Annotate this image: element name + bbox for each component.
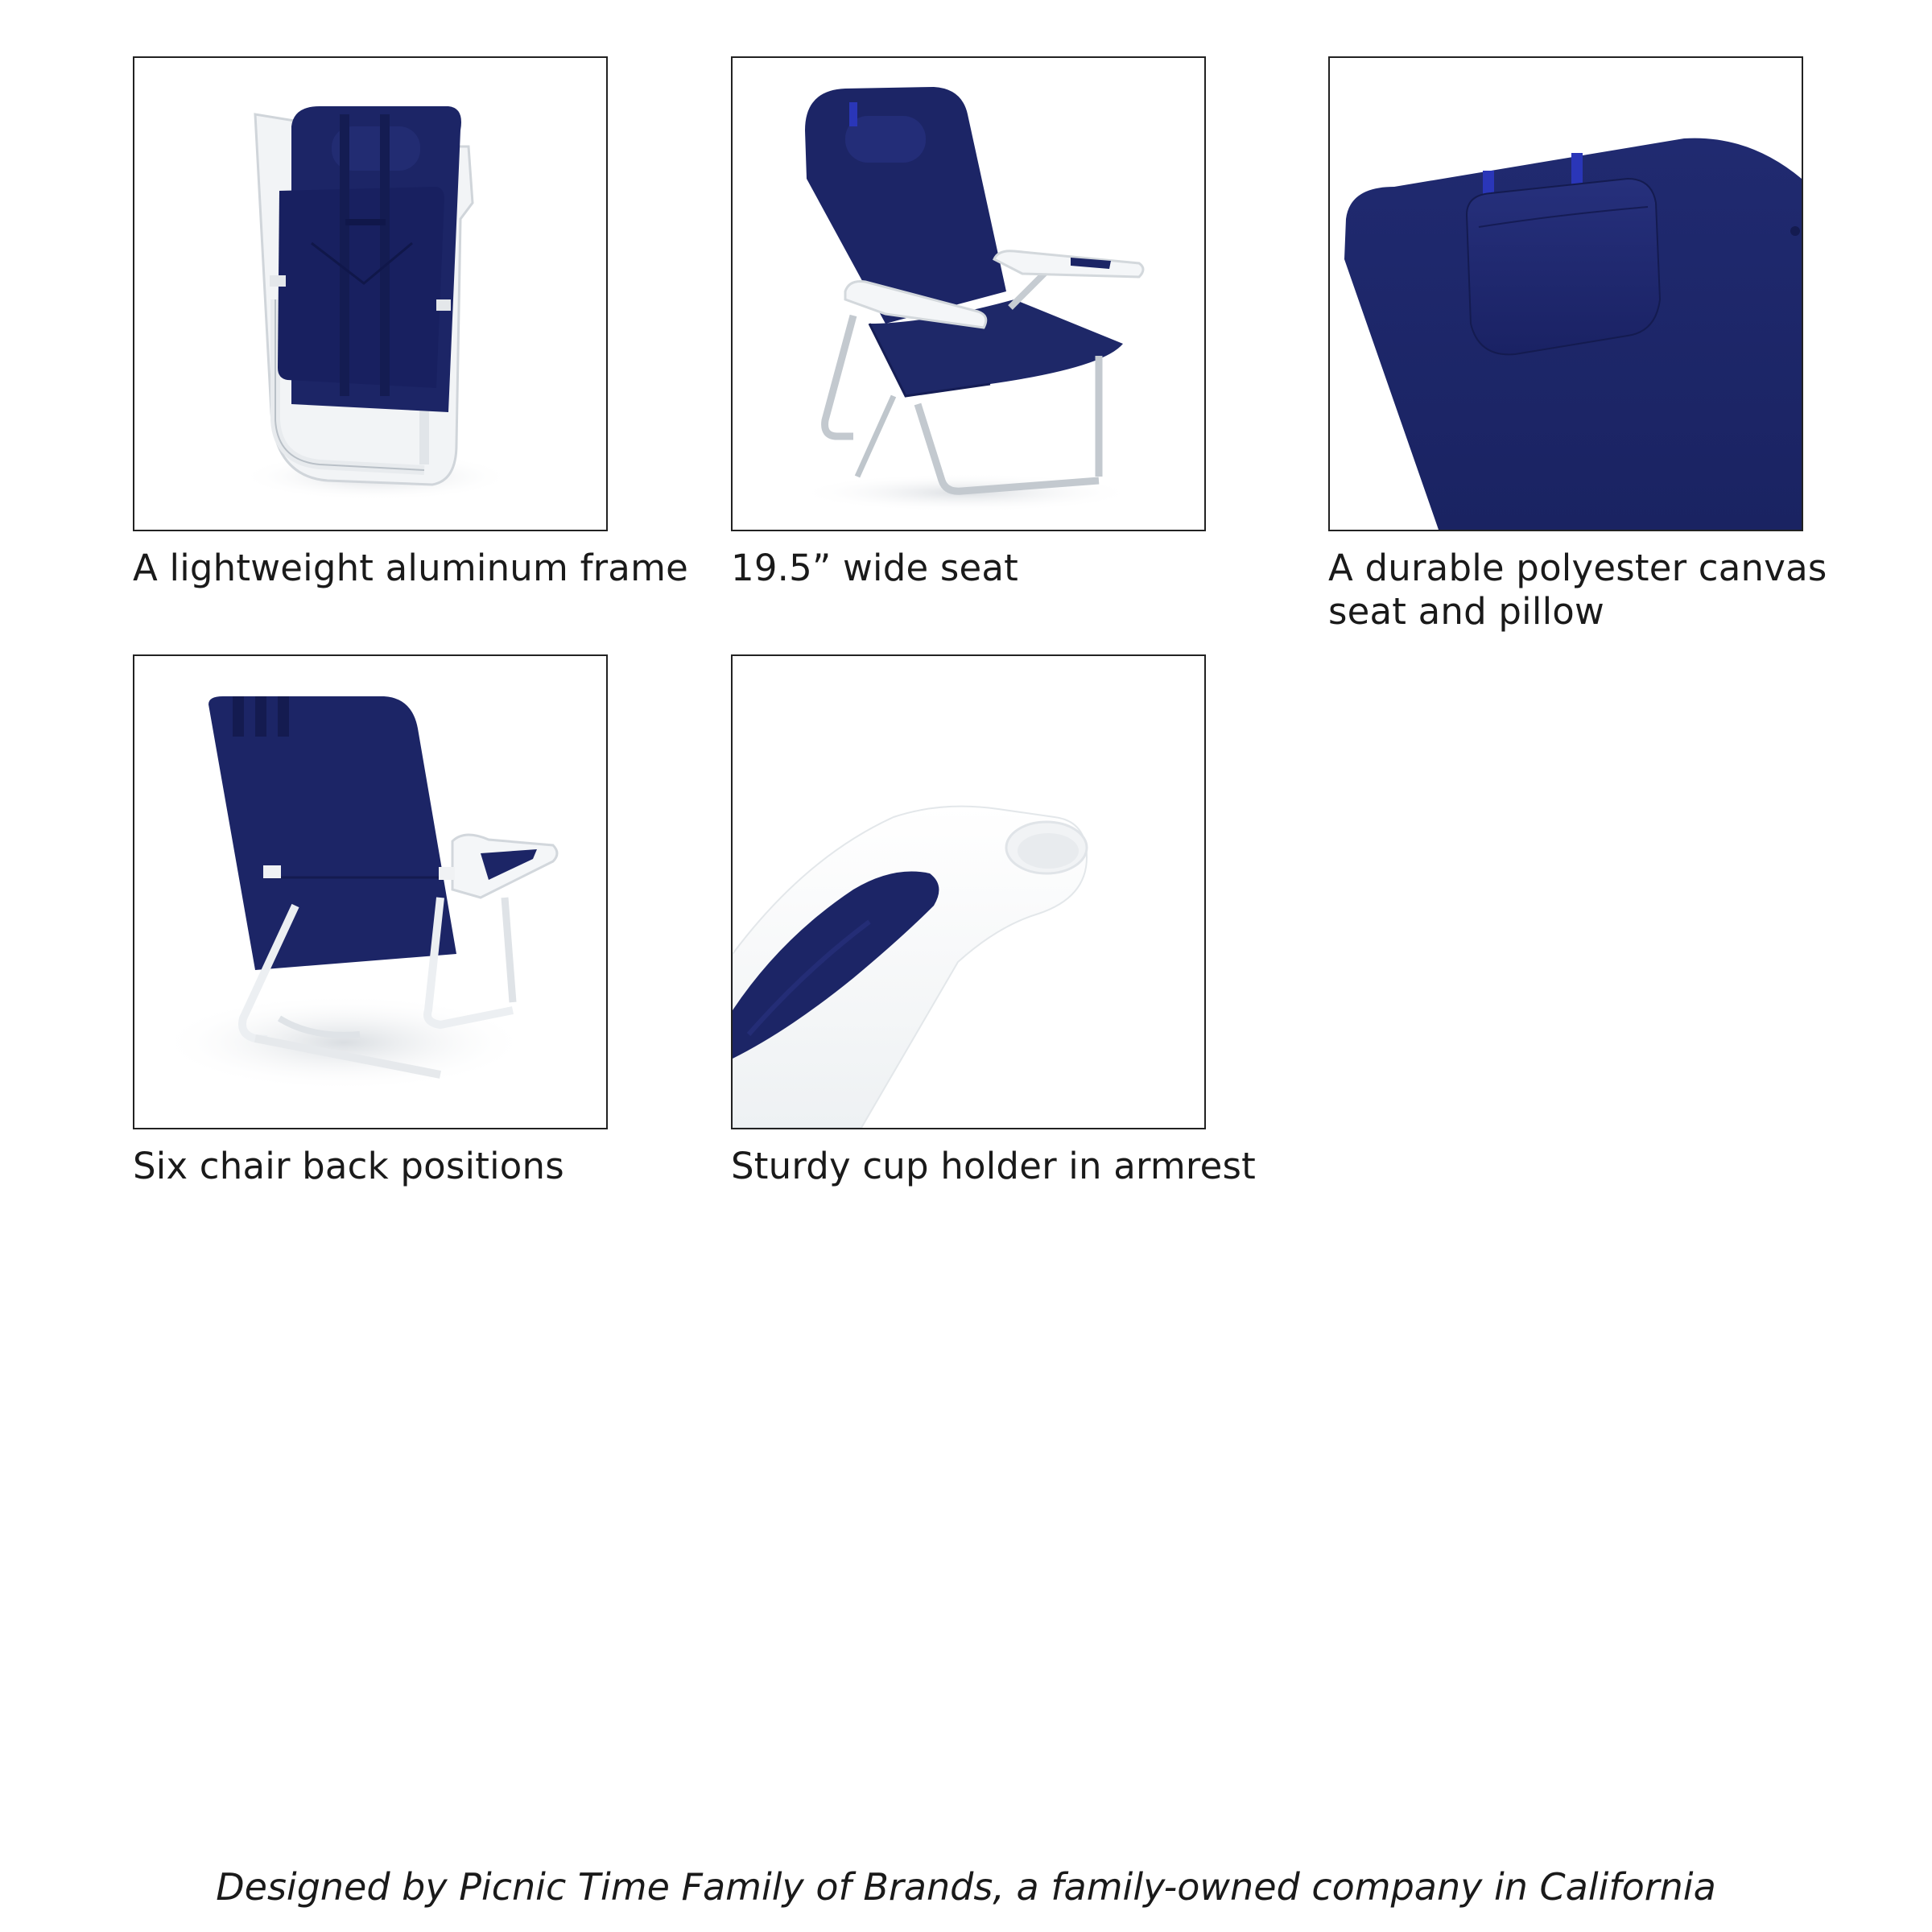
feature-caption-line: A durable polyester canvas [1328, 547, 1827, 589]
feature-caption: A lightweight aluminum frame [133, 547, 689, 589]
feature-image-frame [731, 56, 1206, 531]
feature-caption: 19.5” wide seat [731, 547, 1019, 589]
feature-caption: Sturdy cup holder in armrest [731, 1145, 1257, 1187]
feature-wide-seat [731, 56, 1206, 590]
cup-holder-closeup-image [733, 656, 1204, 1128]
feature-caption: Six chair back positions [133, 1145, 564, 1187]
headrest-closeup-image [1330, 58, 1802, 530]
folded-chair-image [134, 58, 606, 530]
feature-caption-line: seat and pillow [1328, 590, 1605, 633]
chair-rear-image [134, 656, 606, 1128]
feature-image-frame [133, 654, 608, 1129]
feature-image-frame [133, 56, 608, 531]
feature-polyester-canvas [1328, 56, 1827, 634]
chair-front-image [733, 58, 1204, 530]
feature-image-frame [1328, 56, 1803, 531]
feature-image-frame [731, 654, 1206, 1129]
feature-caption [1328, 547, 1827, 634]
feature-cup-holder [731, 654, 1257, 1188]
feature-aluminum-frame [133, 56, 689, 590]
feature-back-positions [133, 654, 608, 1188]
footer-tagline: Designed by Picnic Time Family of Brands, a family-owned company in California [216, 1865, 1716, 1909]
